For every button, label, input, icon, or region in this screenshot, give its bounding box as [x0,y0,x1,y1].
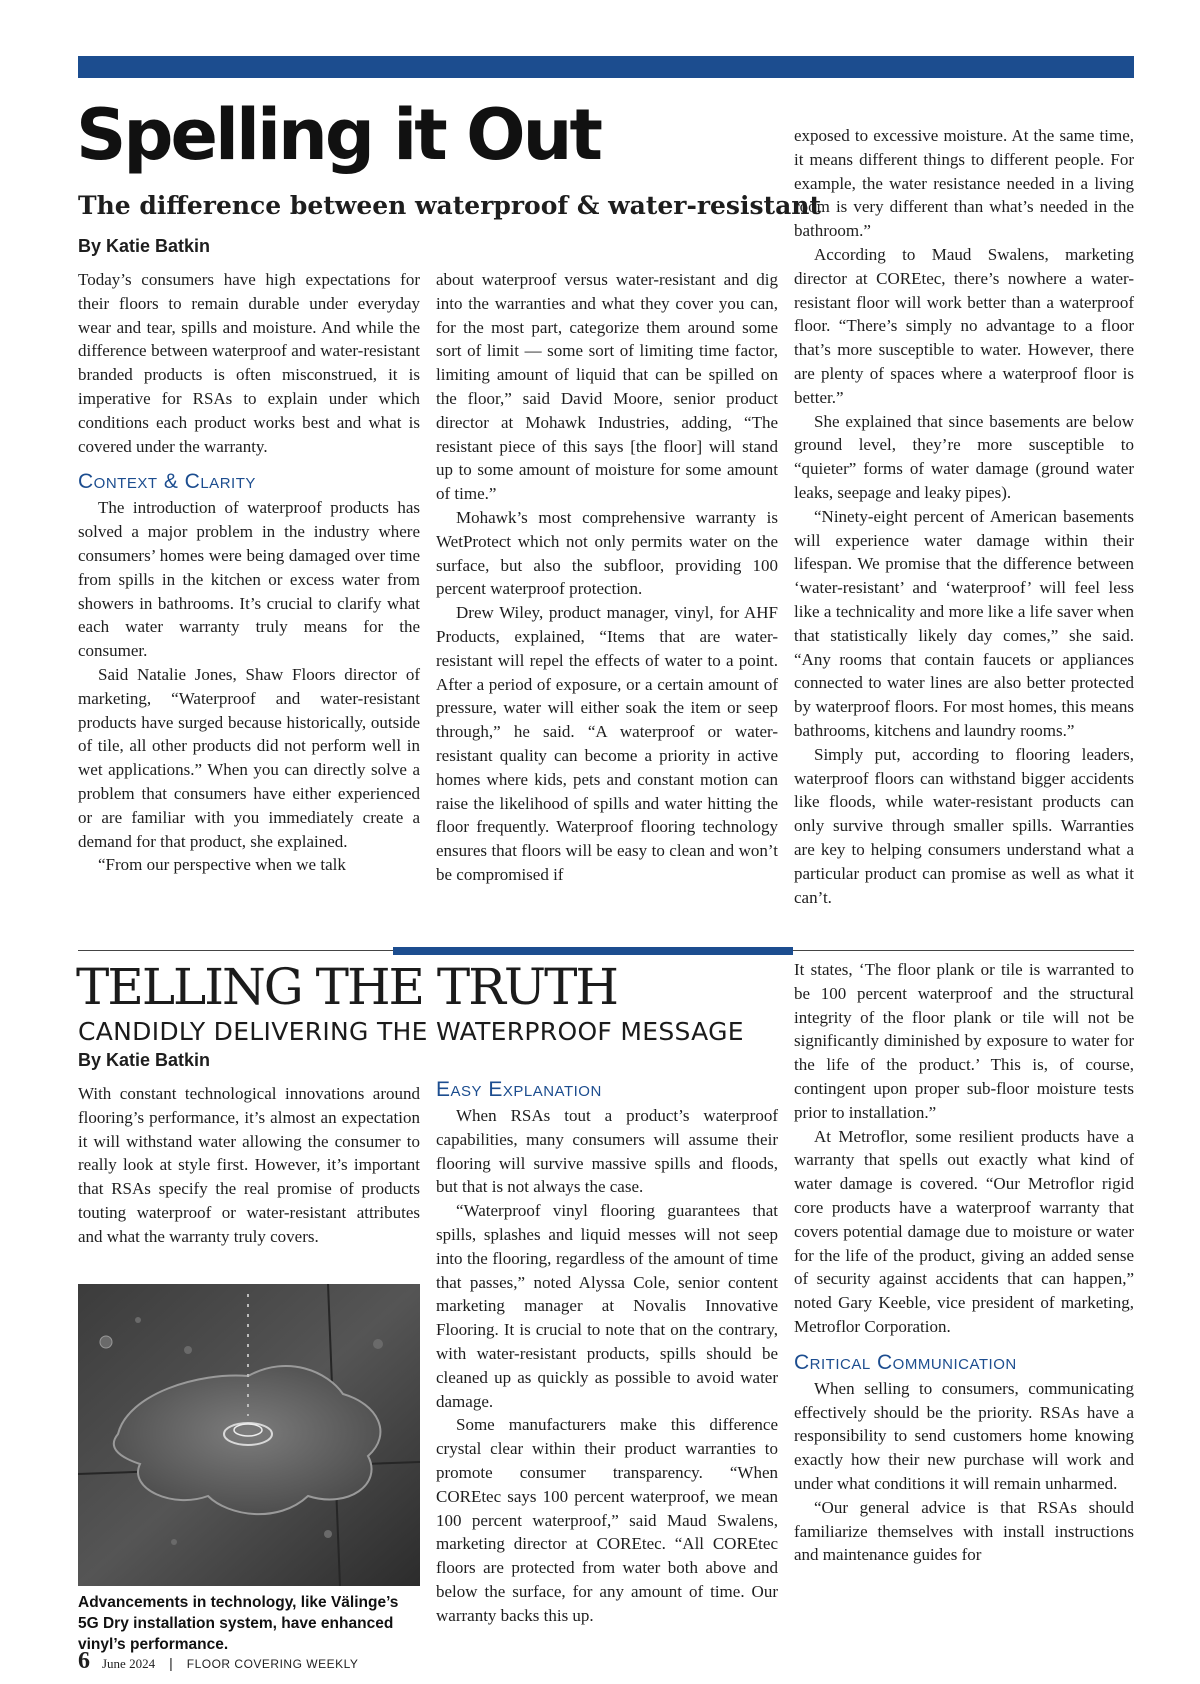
paragraph: At Metroflor, some resilient products have a warranty that spells out exactly what kind of water damage is covered. “Our Metroflor rigid core products have a waterproof warranty that covers potential damage due to moisture or water for the life of the product, giving an added sense of security against accidents that can happen,” noted Gary Keeble, vice president of marketing, Metroflor Corporation. [794,1126,1134,1336]
water-droplet [100,1336,112,1348]
paragraph: “From our perspective when we talk [98,855,346,875]
article-byline: By Katie Batkin [78,236,211,256]
page-number: 6 [78,1648,90,1674]
water-droplet [171,1539,177,1545]
water-droplet [135,1317,141,1323]
section-divider-accent [393,947,793,955]
water-spill-photo [78,1284,420,1586]
article1-column-2 [436,268,778,887]
paragraph: “Waterproof vinyl flooring guarantees that spills, splashes and liquid messes will not seep into the flooring, regardless of the amount of time that passes,” noted Alyssa Cole, senior content marketing manager at Novalis Innovative Flooring. It is crucial to note that on the contrary, with water-resistant products, spills should be cleaned up as quickly as possible to avoid water damage. [436,1201,778,1411]
article2-title: TELLING THE TRUTH [76,958,618,1016]
paragraph: exposed to excessive moisture. At the same time, it means different things to different people. For example, the water resistance needed in a living room is very different than what’s needed in the bathroom.” [794,126,1134,241]
header-accent-bar [78,56,1134,78]
photo-caption: Advancements in technology, like Välinge’s 5G Dry installation system, have enhanced vinyl’s performance. [78,1594,399,1653]
paragraph: Today’s consumers have high expectations for their floors to remain durable under everyday wear and tear, spills and moisture. And while the difference between waterproof and water-resistant branded products is often misconstrued, it is imperative for RSAs to explain under which conditions each product works best and what is covered under the warranty. [78,270,420,456]
paragraph: Mohawk’s most comprehensive warranty is WetProtect which not only permits water on the surface, but also the subfloor, providing 100 percent waterproof protection. [436,507,778,599]
paragraph: It states, ‘The floor plank or tile is warranted to be 100 percent waterproof and the structural integrity of the floor plank or tile will not be significantly diminished by exposure to water for the life of the product.’ This is, of course, contingent upon proper sub-floor moisture tests prior to installation.” [794,960,1134,1122]
footer-separator: | [169,1655,173,1671]
paragraph: Some manufacturers make this difference crystal clear within their product warranties to promote consumer transparency. “When COREtec says 100 percent waterproof, we mean 100 percent waterproof,” said Maud Swalens, marketing director at COREtec. “All COREtec floors are protected from water both above and below the surface, for any amount of time. Our warranty backs this up. [436,1415,778,1625]
water-droplet [324,1530,332,1538]
section-heading-critical-communication: Critical Communication [794,1350,1017,1374]
water-droplet [373,1339,383,1349]
paragraph: Simply put, according to flooring leaders, waterproof floors can withstand bigger accidents like floods, while water-resistant products can only survive through smaller spills. Warranties are key to helping consumers understand what a particular product can promise as well as what it can’t. [794,744,1134,907]
paragraph: Drew Wiley, product manager, vinyl, for AHF Products, explained, “Items that are water-resistant will repel the effects of water to a point. After a period of exposure, or a certain amount of pressure, water will either soak the item or seep through,” he said. “A waterproof or water-resistant quality can become a priority in active homes where kids, pets and constant motion can raise the likelihood of spills and water hitting the floor frequently. Waterproof flooring technology ensures that floors will be easy to clean and won’t be compromised if [436,603,778,884]
water-droplet [184,1346,192,1354]
paragraph: “Ninety-eight percent of American basements will experience water damage within their lifespan. We promise that the difference between ‘water-resistant’ and ‘waterproof’ will feel less like a technicality and more like a life saver when that statistically likely day comes,” she said. “Any rooms that contain faucets or appliances connected to water lines are also better protected by waterproof floors. For most homes, this means bathrooms, kitchens and laundry rooms.” [794,506,1134,740]
section-heading-easy-explanation: Easy Explanation [436,1078,602,1101]
issue-date: June 2024 [102,1656,156,1671]
section-heading-context-clarity: Context & Clarity [78,470,256,494]
article1-column-1 [78,268,420,877]
article2-column-2 [436,1078,778,1628]
article-subtitle: The difference between waterproof & water-resistant [78,191,822,220]
paragraph: When RSAs tout a product’s waterproof capabilities, many consumers will assume their flooring will survive massive spills and floods, but that is not always the case. [436,1106,778,1197]
paragraph: She explained that since basements are below ground level, they’re more susceptible to “quieter” forms of water damage (ground water leaks, seepage and leaky pipes). [794,411,1134,502]
page-footer [78,1648,358,1675]
article-title: Spelling it Out [76,94,600,176]
article2-column-3 [794,958,1134,1567]
article1-column-3 [794,124,1134,909]
article2-byline: By Katie Batkin [78,1050,211,1070]
article2-column-1 [78,1082,420,1249]
paragraph: Said Natalie Jones, Shaw Floors director of marketing, “Waterproof and water-resistant products have surged because historically, outside of tile, all other products did not perform well in wet applications.” When you can directly solve a problem that consumers have either experienced or are familiar with you immediately create a demand for that product, she explained. [78,664,420,851]
article2-subtitle: CANDIDLY DELIVERING THE WATERPROOF MESSAGE [78,1017,744,1046]
publication-name: FLOOR COVERING WEEKLY [186,1657,359,1671]
paragraph: With constant technological innovations around flooring’s performance, it’s almost an expectation it will withstand water allowing the consumer to really look at style first. However, it’s important that RSAs specify the real promise of products touting waterproof or water-resistant attributes and what the warranty truly covers. [78,1084,420,1246]
paragraph: about waterproof versus water-resistant and dig into the warranties and what they cover you can, for the most part, categorize them around some sort of limit — some sort of limiting time factor, limiting amount of liquid that can be spilled on the floor,” said David Moore, senior product director at Mohawk Industries, adding, “The resistant piece of this says [the floor] will stand up to some amount of moisture for some amount of time.” [436,270,778,504]
paragraph: The introduction of waterproof products has solved a major problem in the industry where consumers’ homes were being damaged over time from spills in the kitchen or excess water from showers in bathrooms. It’s crucial to clarify what each water warranty truly means for the consumer. [78,498,420,661]
paragraph: According to Maud Swalens, marketing director at COREtec, there’s nowhere a water-resistant floor will work better than a waterproof floor. “There’s simply no advantage to a floor that’s more susceptible to water. However, there are plenty of spaces where a waterproof floor is better.” [794,244,1134,407]
paragraph: When selling to consumers, communicating effectively should be the priority. RSAs have a responsibility to send customers home knowing exactly how their new purchase will work and under what conditions it will remain unharmed. [794,1378,1134,1493]
paragraph: “Our general advice is that RSAs should familiarize themselves with install instructions and maintenance guides for [794,1497,1134,1565]
